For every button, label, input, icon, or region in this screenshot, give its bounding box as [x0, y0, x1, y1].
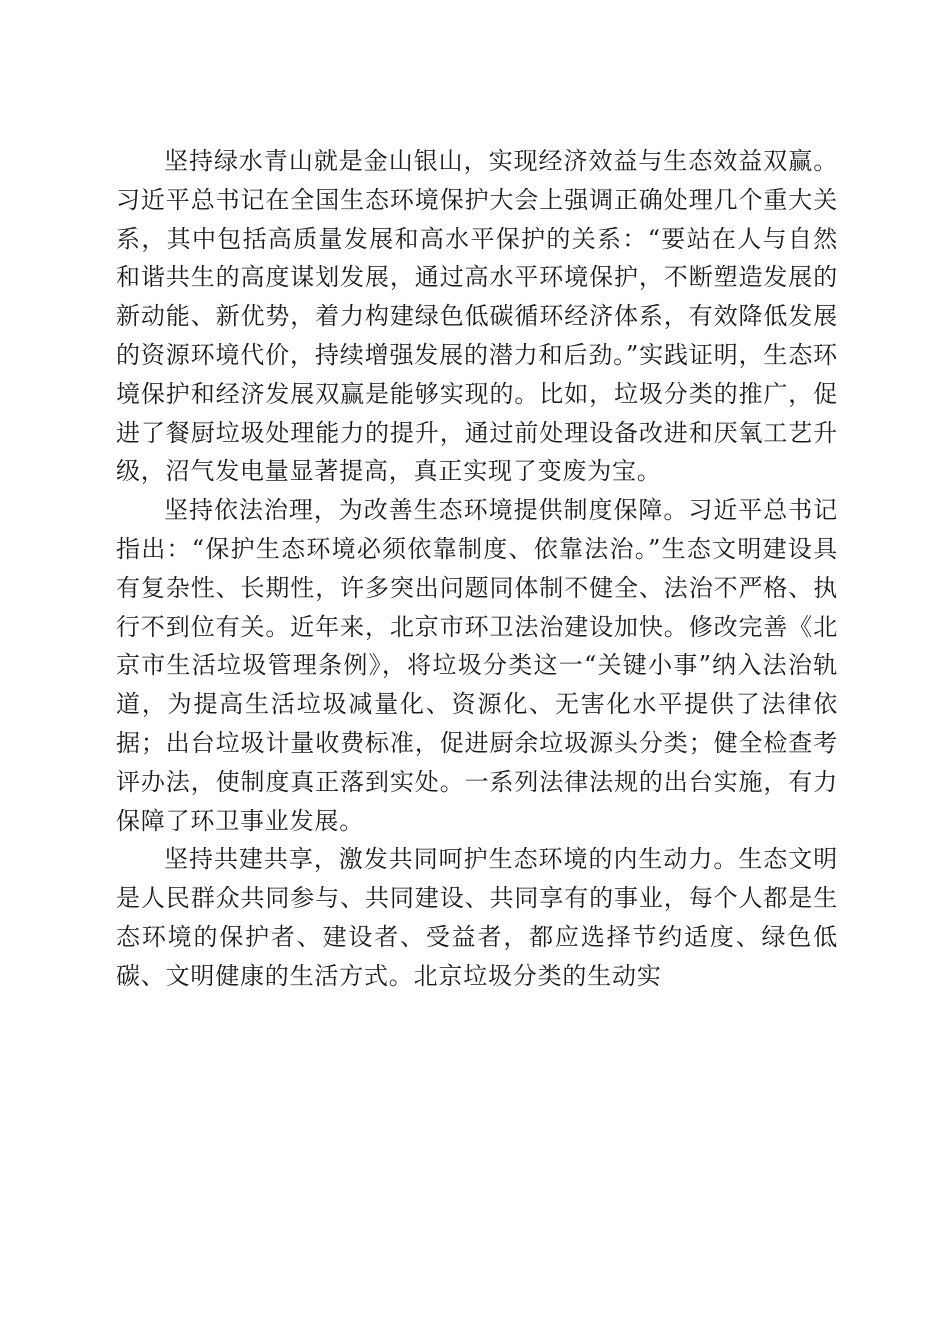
- paragraph-green-mountains: 坚持绿水青山就是金山银山，实现经济效益与生态效益双赢。习近平总书记在全国生态环境保护大会上强调正确处理几个重大关系，其中包括高质量发展和高水平保护的关系：“要站在人与自然和谐共生的高度谋划发展，通过高水平环境保护，不断塑造发展的新动能、新优势，着力构建绿色低碳循环经济体系，有效降低发展的资源环境代价，持续增强发展的潜力和后劲。”实践证明，生态环境保护和经济发展双赢是能够实现的。比如，垃圾分类的推广，促进了餐厨垃圾处理能力的提升，通过前处理设备改进和厌氧工艺升级，沼气发电量显著提高，真正实现了变废为宝。: [116, 147, 838, 486]
- article-body: [116, 142, 838, 996]
- paragraph-co-construction: 坚持共建共享，激发共同呵护生态环境的内生动力。生态文明是人民群众共同参与、共同建设、共同享有的事业，每个人都是生态环境的保护者、建设者、受益者，都应选择节约适度、绿色低碳、文明健康的生活方式。北京垃圾分类的生动实: [116, 845, 838, 990]
- paragraph-rule-of-law: 坚持依法治理，为改善生态环境提供制度保障。习近平总书记指出：“保护生态环境必须依靠制度、依靠法治。”生态文明建设具有复杂性、长期性，许多突出问题同体制不健全、法治不严格、执行不到位有关。近年来，北京市环卫法治建设加快。修改完善《北京市生活垃圾管理条例》，将垃圾分类这一“关键小事”纳入法治轨道，为提高生活垃圾减量化、资源化、无害化水平提供了法律依据；出台垃圾计量收费标准，促进厨余垃圾源头分类；健全检查考评办法，使制度真正落到实处。一系列法律法规的出台实施，有力保障了环卫事业发展。: [116, 496, 838, 835]
